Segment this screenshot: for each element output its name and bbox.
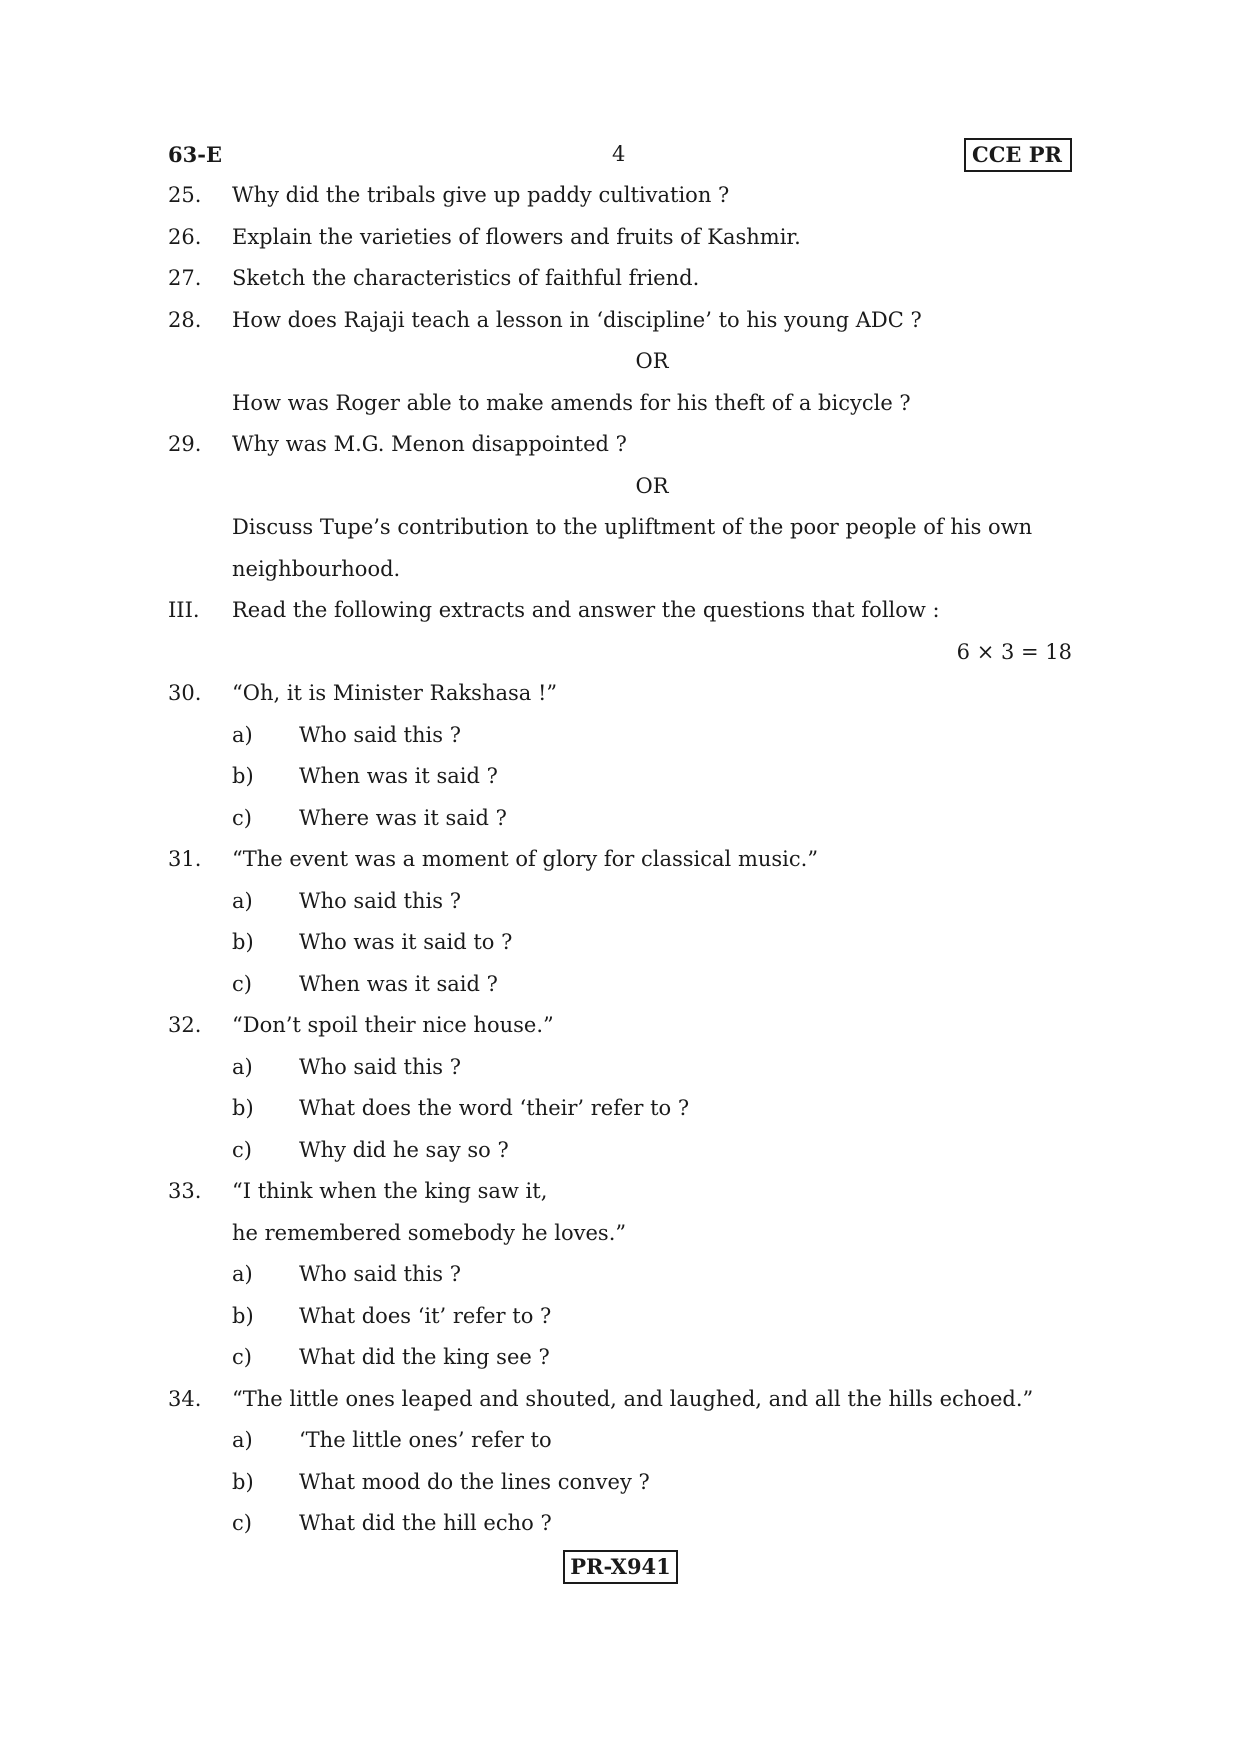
sub-question-text: Who said this ? (299, 888, 461, 913)
sub-question-text: Who said this ? (299, 1054, 461, 1079)
sub-question (168, 1337, 1072, 1379)
sub-question (168, 715, 1072, 757)
section-three-instruction (168, 590, 1072, 632)
question-29 (168, 424, 1072, 466)
sub-question-label: c) (232, 1137, 252, 1162)
or-divider: OR (635, 349, 669, 373)
question-number: 26. (168, 224, 202, 249)
question-26 (168, 217, 1072, 259)
extract-text: “I think when the king saw it, (232, 1179, 548, 1203)
question-25 (168, 175, 1072, 217)
sub-question-label: b) (232, 764, 254, 788)
question-number: 33. (168, 1179, 202, 1203)
question-28 (168, 300, 1072, 342)
question-text: neighbourhood. (232, 556, 401, 581)
sub-question (168, 881, 1072, 923)
extract-text: “The event was a moment of glory for classical music.” (232, 847, 819, 871)
question-text: Discuss Tupe’s contribution to the upliftment of the poor people of his own (232, 515, 1033, 539)
sub-question (168, 1047, 1072, 1089)
question-33-cont (168, 1213, 1072, 1255)
question-text: Explain the varieties of flowers and fruits of Kashmir. (232, 224, 801, 249)
section-instruction: Read the following extracts and answer the questions that follow : (232, 598, 940, 622)
question-27 (168, 258, 1072, 300)
sub-question-text: Who was it said to ? (299, 930, 513, 954)
extract-text: “Don’t spoil their nice house.” (232, 1013, 554, 1037)
sub-question-text: ‘The little ones’ refer to (299, 1428, 552, 1452)
question-number: 28. (168, 307, 202, 332)
extract-text: “The little ones leaped and shouted, and laughed, and all the hills echoed.” (232, 1386, 1034, 1411)
question-number: 31. (168, 847, 202, 871)
footer-code-badge: PR-X941 (563, 1550, 678, 1584)
sub-question-text: Where was it said ? (299, 805, 507, 830)
question-text: How was Roger able to make amends for his theft of a bicycle ? (232, 390, 911, 415)
page-number: 4 (612, 142, 626, 166)
sub-question-text: Why did he say so ? (299, 1137, 509, 1162)
question-list (168, 175, 1072, 1545)
sub-question-label: a) (232, 888, 253, 913)
sub-question-text: What did the hill echo ? (299, 1511, 552, 1535)
question-32 (168, 1005, 1072, 1047)
question-text: Sketch the characteristics of faithful friend. (232, 266, 700, 290)
cce-pr-badge: CCE PR (964, 138, 1072, 172)
question-number: 27. (168, 266, 202, 290)
sub-question-label: c) (232, 805, 252, 830)
sub-question (168, 964, 1072, 1006)
sub-question-label: a) (232, 722, 253, 747)
question-33 (168, 1171, 1072, 1213)
sub-question-text: Who said this ? (299, 1262, 461, 1286)
sub-question (168, 922, 1072, 964)
sub-question-label: b) (232, 1469, 254, 1494)
sub-question (168, 756, 1072, 798)
sub-question (168, 1130, 1072, 1172)
question-30 (168, 673, 1072, 715)
sub-question-label: a) (232, 1262, 253, 1286)
sub-question-label: c) (232, 1511, 252, 1535)
question-29-alternative-cont (168, 549, 1072, 591)
question-number: 30. (168, 681, 202, 705)
sub-question-text: What mood do the lines convey ? (299, 1469, 650, 1494)
question-29-alternative (168, 507, 1072, 549)
sub-question-label: b) (232, 930, 254, 954)
or-divider: OR (635, 473, 669, 498)
question-text: How does Rajaji teach a lesson in ‘discipline’ to his young ADC ? (232, 307, 922, 332)
question-number: 29. (168, 432, 202, 456)
sub-question-text: What does the word ‘their’ refer to ? (299, 1096, 690, 1120)
question-34 (168, 1379, 1072, 1421)
question-text: Why did the tribals give up paddy cultivation ? (232, 183, 730, 207)
page-header (168, 138, 1072, 178)
sub-question-label: c) (232, 1345, 252, 1369)
sub-question-label: b) (232, 1303, 254, 1328)
question-number: 32. (168, 1013, 202, 1037)
sub-question (168, 798, 1072, 840)
sub-question-text: What did the king see ? (299, 1345, 550, 1369)
sub-question-label: b) (232, 1096, 254, 1120)
sub-question (168, 1088, 1072, 1130)
sub-question (168, 1462, 1072, 1504)
sub-question-text: What does ‘it’ refer to ? (299, 1303, 552, 1328)
paper-code: 63-E (168, 142, 222, 167)
sub-question-text: Who said this ? (299, 722, 461, 747)
question-number: 34. (168, 1386, 202, 1411)
sub-question (168, 1296, 1072, 1338)
sub-question-label: c) (232, 971, 252, 996)
section-number: III. (168, 598, 200, 622)
sub-question (168, 1420, 1072, 1462)
question-31 (168, 839, 1072, 881)
sub-question-label: a) (232, 1054, 253, 1079)
question-text: Why was M.G. Menon disappointed ? (232, 432, 627, 456)
question-number: 25. (168, 183, 202, 207)
sub-question-text: When was it said ? (299, 764, 498, 788)
sub-question-text: When was it said ? (299, 971, 498, 996)
sub-question (168, 1254, 1072, 1296)
question-28-alternative (168, 383, 1072, 425)
section-marks: 6 × 3 = 18 (956, 639, 1072, 664)
sub-question-label: a) (232, 1428, 253, 1452)
page-footer (0, 1550, 1241, 1584)
extract-text: he remembered somebody he loves.” (232, 1220, 627, 1245)
sub-question (168, 1503, 1072, 1545)
extract-text: “Oh, it is Minister Rakshasa !” (232, 681, 558, 705)
